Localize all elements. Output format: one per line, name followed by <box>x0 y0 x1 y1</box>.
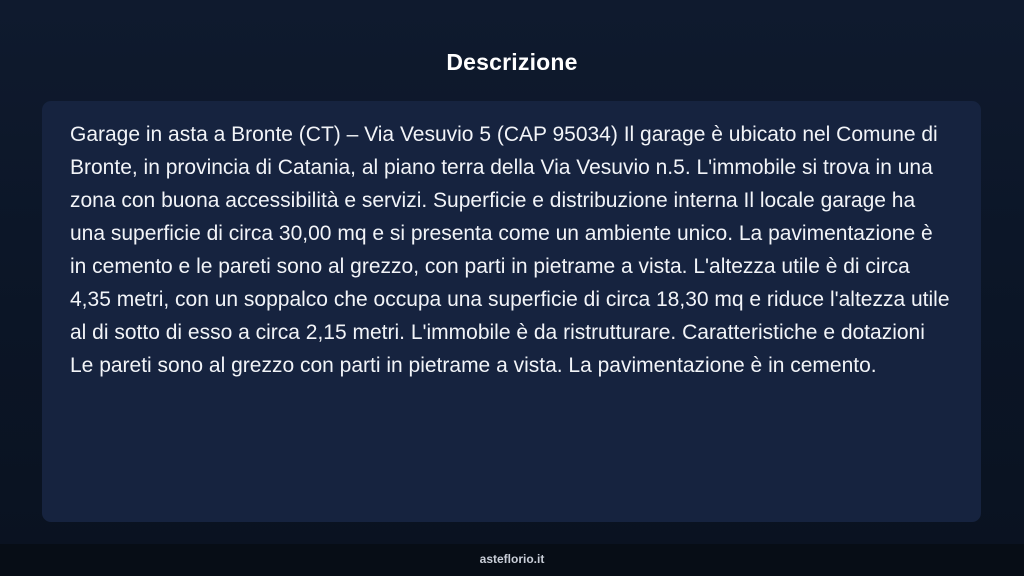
description-text: Garage in asta a Bronte (CT) – Via Vesuvio 5 (CAP 95034) Il garage è ubicato nel Comune di Bronte, in provincia di Catania, al piano terra della Via Vesuvio n.5. L'immobile si trova in una zona con buona accessibilità e servizi. Superficie e distribuzione interna Il locale garage ha una superficie di circa 30,00 mq e si presenta come un ambiente unico. La pavimentazione è in cemento e le pareti sono al grezzo, con parti in pietrame a vista. L'altezza utile è di circa 4,35 metri, con un soppalco che occupa una superficie di circa 18,30 mq e riduce l'altezza utile al di sotto di esso a circa 2,15 metri. L'immobile è da ristrutturare. Caratteristiche e dotazioni Le pareti sono al grezzo con parti in pietrame a vista. La pavimentazione è in cemento. <box>70 123 950 377</box>
description-card <box>42 101 981 522</box>
footer-site-label: asteflorio.it <box>479 552 545 566</box>
page-title: Descrizione <box>446 49 578 75</box>
